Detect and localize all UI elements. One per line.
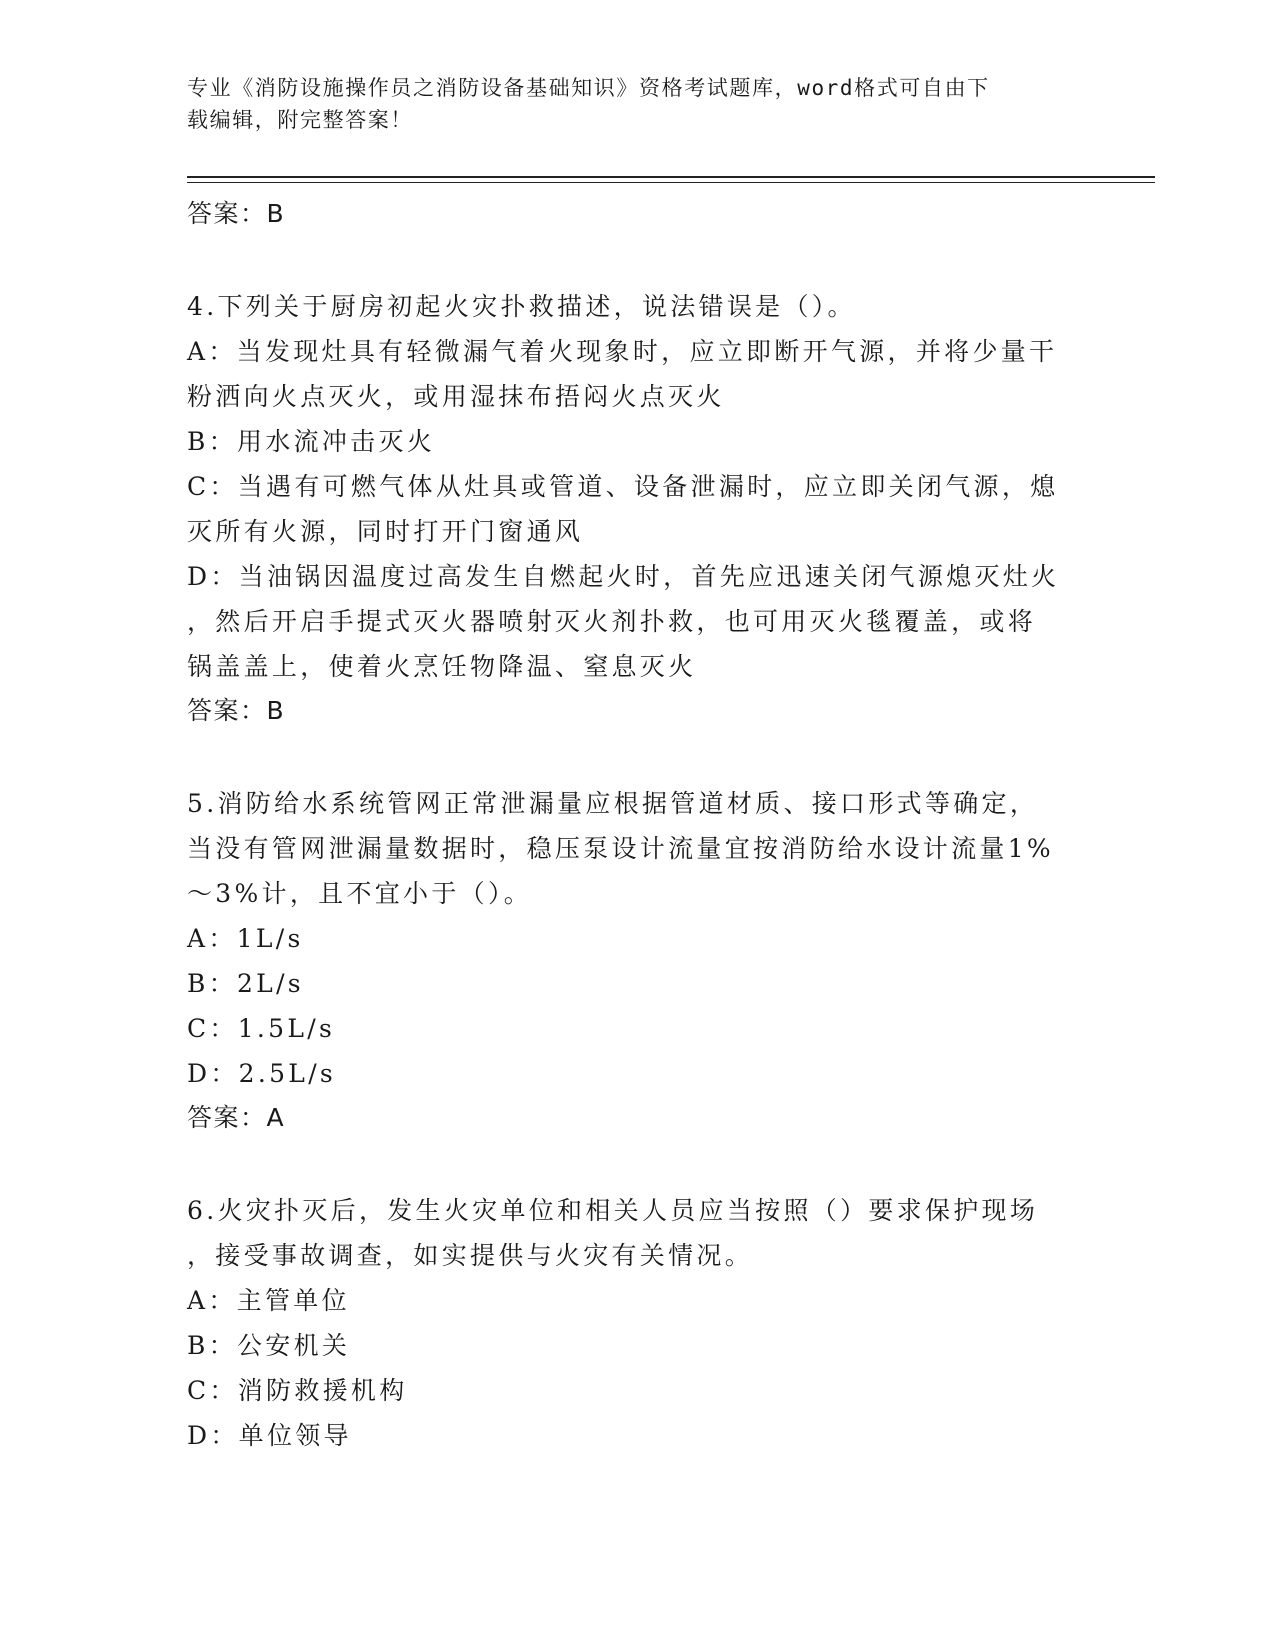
question-stem: 4.下列关于厨房初起火灾扑救描述，说法错误是（）。: [187, 292, 856, 321]
option-a: A：1L/s: [187, 924, 304, 953]
question-4: [187, 284, 1087, 733]
question-6: [187, 1188, 1087, 1458]
option-d-cont: 锅盖盖上，使着火烹饪物降温、窒息灭火: [187, 652, 697, 681]
spacer: [187, 1140, 1087, 1188]
option-a: A：主管单位: [187, 1286, 350, 1315]
question-content: [187, 192, 1087, 1458]
option-d: D：当油锅因温度过高发生自燃起火时，首先应迅速关闭气源熄灭灶火: [187, 562, 1060, 591]
header-divider-thick: [187, 176, 1155, 178]
question-stem: 5.消防给水系统管网正常泄漏量应根据管道材质、接口形式等确定，: [187, 789, 1039, 818]
option-d: D：2.5L/s: [187, 1059, 337, 1088]
option-d: D：单位领导: [187, 1421, 352, 1450]
option-b: B：2L/s: [187, 969, 304, 998]
option-c: C：当遇有可燃气体从灶具或管道、设备泄漏时，应立即关闭气源，熄: [187, 472, 1059, 501]
option-c-cont: 灭所有火源，同时打开门窗通风: [187, 517, 584, 546]
option-c: C：1.5L/s: [187, 1014, 336, 1043]
option-b: B：公安机关: [187, 1331, 351, 1360]
answer-label: 答案：A: [187, 1103, 286, 1132]
option-a: A：当发现灶具有轻微漏气着火现象时，应立即断开气源，并将少量干: [187, 337, 1058, 366]
option-c: C：消防救援机构: [187, 1376, 408, 1405]
answer-label: 答案：B: [187, 199, 286, 228]
document-header: [187, 72, 1067, 136]
header-line-1: 专业《消防设施操作员之消防设备基础知识》资格考试题库，word格式可自由下: [187, 76, 990, 100]
header-divider-thin: [187, 182, 1155, 183]
question-stem: 6.火灾扑灭后，发生火灾单位和相关人员应当按照（）要求保护现场: [187, 1196, 1039, 1225]
header-line-2: 载编辑，附完整答案！: [187, 108, 413, 132]
option-b: B：用水流冲击灭火: [187, 427, 436, 456]
option-d-cont: ，然后开启手提式灭火器喷射灭火剂扑救，也可用灭火毯覆盖，或将: [187, 607, 1037, 636]
question-stem-cont: ～3%计，且不宜小于（）。: [187, 879, 533, 908]
question-5: [187, 781, 1087, 1140]
question-stem-cont: ，接受事故调查，如实提供与火灾有关情况。: [187, 1241, 754, 1270]
spacer: [187, 733, 1087, 781]
question-stem-cont: 当没有管网泄漏量数据时，稳压泵设计流量宜按消防给水设计流量1%: [187, 834, 1054, 863]
option-a-cont: 粉洒向火点灭火，或用湿抹布捂闷火点灭火: [187, 382, 725, 411]
answer-label: 答案：B: [187, 696, 286, 725]
spacer: [187, 236, 1087, 284]
